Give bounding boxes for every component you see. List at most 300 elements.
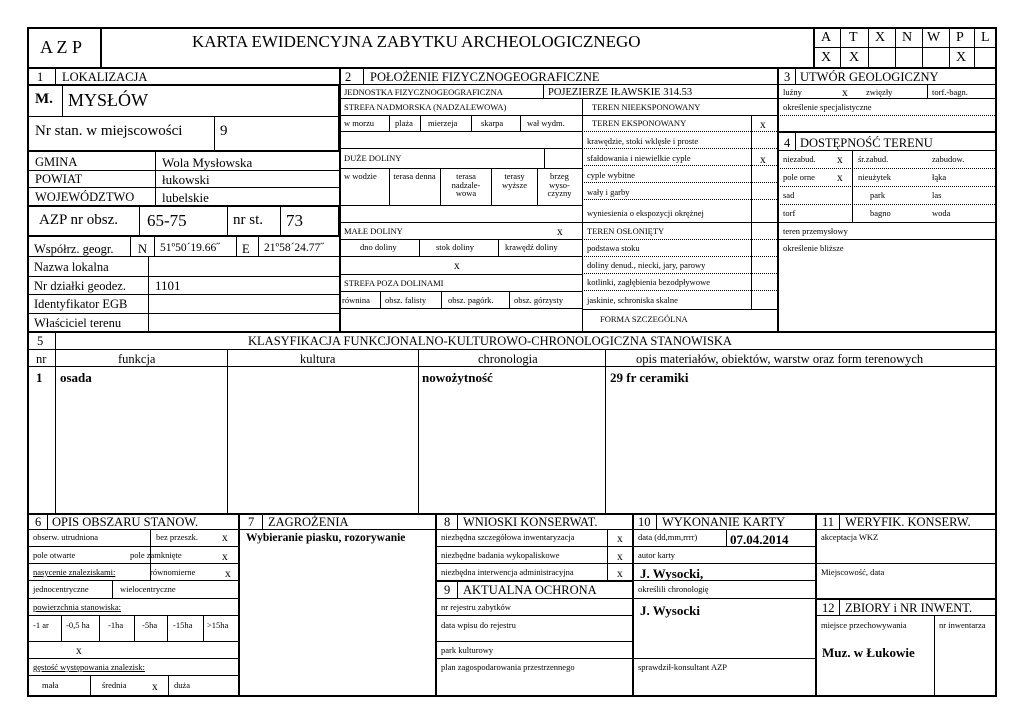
divider: [544, 148, 545, 168]
divider: [339, 148, 582, 149]
divider: [839, 513, 840, 529]
strefa-poza-label: STREFA POZA DOLINAMI: [344, 278, 444, 288]
table-cell-funkcja: osada: [60, 370, 92, 385]
divider: [258, 237, 259, 256]
divider: [27, 294, 339, 295]
divider: [751, 115, 752, 309]
coords-n-value: 51º50´19.66˝: [160, 242, 221, 254]
divider: [852, 150, 853, 222]
protection-item: data wpisu do rejestru: [441, 620, 516, 630]
divider: [777, 222, 997, 223]
divider: [214, 116, 215, 152]
divider: [27, 67, 997, 69]
inventory-nr-label: nr inwentarza: [939, 620, 986, 630]
divider: [47, 513, 48, 529]
divider: [435, 563, 632, 564]
divider: [895, 27, 896, 67]
bez-przeszk-mark: x: [222, 532, 228, 544]
divider: [656, 513, 657, 529]
divider: [815, 615, 997, 616]
protection-item: nr rejestru zabytków: [441, 602, 511, 612]
divider: [815, 598, 997, 600]
divider: [582, 309, 777, 310]
divider: [99, 615, 100, 641]
geology-mark: x: [842, 87, 848, 99]
divider: [168, 675, 169, 697]
divider: [27, 187, 339, 188]
duze-item: terasy wyższe: [501, 171, 527, 190]
table-header-funkcja: funkcja: [118, 352, 156, 366]
header-letter-l: L: [981, 30, 990, 45]
divider: [632, 513, 634, 697]
area-item: -5ha: [142, 620, 158, 630]
checked-by-label: sprawdził-konsultant AZP: [638, 662, 728, 672]
divider: [582, 199, 777, 200]
divider: [419, 239, 420, 256]
coords-e-label: E: [242, 242, 250, 256]
divider: [238, 513, 240, 697]
section-1-number: 1: [37, 70, 44, 84]
poza-item: równina: [342, 295, 370, 305]
strefa-nadmorska-label: STREFA NADMORSKA (NADZALEWOWA): [344, 102, 507, 112]
divider: [777, 150, 997, 151]
divider: [339, 308, 582, 309]
storage-place-label: miejsce przechowywania: [821, 620, 907, 630]
egb-label: Identyfikator EGB: [34, 297, 128, 311]
divider: [777, 131, 997, 133]
divider: [922, 27, 923, 67]
pole-zamkniete-label: pole zamknięte: [130, 550, 182, 560]
divider: [777, 98, 997, 99]
divider: [389, 168, 390, 205]
divider: [520, 115, 521, 131]
divider: [167, 615, 168, 641]
parcel-value: 1101: [155, 278, 181, 293]
poza-item: obsz. falisty: [385, 295, 427, 305]
local-name-label: Nazwa lokalna: [34, 260, 109, 274]
coords-e-value: 21º58´24.77˝: [264, 242, 325, 254]
eksp-item: cyple wybitne: [587, 170, 635, 180]
date-label: data (dd,mm,rrrr): [638, 532, 698, 542]
section-6-number: 6: [35, 515, 42, 529]
owner-label: Właściciel terenu: [34, 316, 122, 330]
divider: [27, 331, 997, 333]
divider: [632, 658, 815, 659]
divider: [420, 115, 421, 131]
section-2-number: 2: [345, 70, 352, 84]
jednostka-value: POJEZIERZE IŁAWSKIE 314.53: [548, 87, 693, 98]
teren-eksp-label: TEREN EKSPONOWANY: [592, 118, 687, 128]
nadmorska-item: skarpa: [481, 118, 504, 128]
divider: [380, 291, 381, 308]
conservation-item: niezbędna interwencja administracyjna: [441, 567, 574, 577]
rownomierne-label: równomierne: [150, 567, 196, 577]
section-4-title: DOSTĘPNOŚĆ TERENU: [800, 136, 933, 150]
section-4-number: 4: [784, 136, 791, 150]
divider: [582, 239, 777, 240]
divider: [440, 168, 441, 205]
eksp-item-mark: x: [760, 154, 766, 166]
header-letter-p: P: [956, 30, 964, 45]
rownomierne-mark: x: [225, 568, 231, 580]
access-item: bagno: [870, 208, 891, 218]
divider: [27, 170, 339, 171]
conservation-mark: x: [617, 533, 623, 545]
protection-item: park kulturowy: [441, 645, 494, 655]
divider: [457, 580, 458, 598]
density-mark: x: [152, 681, 158, 693]
divider: [339, 291, 582, 292]
header-mark-t: X: [849, 50, 860, 65]
divider: [435, 641, 632, 642]
table-cell-nr: 1: [36, 370, 43, 385]
poza-item: obsz. górzysty: [514, 295, 564, 305]
section-11-number: 11: [822, 515, 835, 529]
male-row-mark: x: [454, 260, 460, 272]
divider: [868, 27, 869, 67]
section-12-number: 12: [822, 601, 835, 615]
divider: [27, 563, 238, 564]
divider: [339, 239, 582, 240]
divider: [777, 204, 997, 205]
divider: [582, 98, 583, 331]
divider: [934, 615, 935, 697]
header-mark-p: X: [956, 50, 967, 65]
divider: [435, 546, 632, 547]
wojewodztwo-value: lubelskie: [162, 190, 209, 205]
nadmorska-item: w morzu: [344, 118, 374, 128]
divider: [726, 529, 727, 546]
area-item: -1ha: [108, 620, 124, 630]
divider: [27, 598, 238, 599]
divider: [582, 273, 777, 274]
oslon-item: jaskinie, schroniska skalne: [587, 295, 678, 305]
nadmorska-item: mierzeja: [428, 118, 458, 128]
divider: [27, 546, 238, 547]
divider: [155, 152, 156, 205]
geology-item: torf.-bagn.: [932, 87, 968, 97]
access-item: śr.zabud.: [858, 154, 889, 164]
divider: [839, 598, 840, 615]
divider: [227, 349, 228, 513]
section-6-title: OPIS OBSZARU STANOW.: [52, 515, 199, 529]
divider: [491, 168, 492, 205]
divider: [339, 131, 582, 132]
divider: [457, 513, 458, 529]
divider: [27, 276, 339, 277]
nadmorska-item: wał wydm.: [527, 118, 565, 128]
male-item: krawędź doliny: [505, 242, 558, 252]
divider: [148, 256, 149, 332]
divider: [262, 513, 263, 529]
gestosc-label: gęstość występowania znalezisk:: [33, 662, 145, 672]
divider: [55, 67, 56, 84]
section-8-title: WNIOSKI KONSERWAT.: [463, 515, 598, 529]
section-9-title: AKTUALNA OCHRONA: [463, 583, 597, 597]
closer-description-label: określenie bliższe: [783, 243, 844, 253]
area-item: -0,5 ha: [66, 620, 90, 630]
divider: [435, 658, 632, 659]
divider: [435, 615, 632, 616]
industrial-label: teren przemysłowy: [783, 226, 848, 236]
divider: [795, 67, 796, 84]
conservation-mark: x: [617, 568, 623, 580]
divider: [632, 598, 815, 599]
access-mark: x: [837, 154, 843, 166]
divider: [441, 291, 442, 308]
section-10-title: WYKONANIE KARTY: [662, 515, 786, 529]
nasycenie-label: nasycenie znaleziskami:: [33, 567, 116, 577]
area-mark: x: [76, 645, 82, 657]
divider: [130, 237, 131, 256]
table-header-opis: opis materiałów, obiektów, warstw oraz form terenowych: [636, 352, 924, 366]
area-item: -15ha: [173, 620, 193, 630]
divider: [927, 84, 928, 98]
locality-name: MYSŁÓW: [68, 90, 148, 110]
divider: [498, 239, 499, 256]
divider: [62, 84, 63, 116]
divider: [777, 67, 779, 332]
divider: [632, 563, 815, 564]
table-cell-opis: 29 fr ceramiki: [610, 370, 689, 385]
oslon-item: podstawa stoku: [587, 243, 640, 253]
divider: [55, 331, 56, 513]
divider: [27, 615, 238, 616]
coords-label: Współrz. geogr.: [34, 242, 114, 256]
access-item: niezabud.: [783, 154, 816, 164]
powiat-value: łukowski: [162, 172, 210, 187]
divider: [339, 256, 582, 257]
oslon-item: kotlinki, zagłębienia bezodpływowe: [587, 277, 710, 287]
m-label: M.: [35, 91, 53, 107]
duze-item: w wodzie: [344, 171, 377, 181]
divider: [112, 580, 113, 598]
divider: [27, 116, 339, 117]
divider: [777, 239, 997, 240]
divider: [795, 131, 796, 150]
poza-item: obsz. pagórk.: [448, 295, 494, 305]
section-9-number: 9: [444, 583, 451, 597]
male-doliny-mark: x: [557, 226, 563, 238]
azp-label: A Z P: [40, 37, 83, 57]
divider: [777, 186, 997, 187]
threats-value: Wybieranie piasku, rozorywanie: [246, 532, 406, 544]
access-item: sad: [783, 190, 795, 200]
teren-eksp-mark: x: [760, 119, 766, 131]
density-item: mała: [42, 680, 59, 690]
eksp-item: krawędzie, stoki wklęsłe i proste: [587, 136, 699, 146]
gmina-value: Wola Mysłowska: [162, 155, 253, 170]
divider: [974, 27, 975, 67]
conservation-item: niezbędne badania wykopaliskowe: [441, 550, 560, 560]
divider: [154, 237, 155, 256]
section-3-number: 3: [784, 70, 791, 84]
azp-area-label: AZP nr obsz.: [39, 212, 119, 228]
divider: [90, 675, 91, 697]
access-item: nieużytek: [858, 172, 892, 182]
divider: [27, 313, 339, 314]
section-2-title: POŁOŻENIE FIZYCZNOGEOGRAFICZNE: [370, 70, 600, 84]
pole-otwarte-label: pole otwarte: [33, 550, 76, 560]
eksp-item: wały i garby: [587, 187, 630, 197]
divider: [27, 658, 238, 659]
date-value: 07.04.2014: [730, 532, 789, 547]
jednostka-value-box: [543, 84, 777, 98]
access-item: pole orne: [783, 172, 815, 182]
section-5-title: KLASYFIKACJA FUNKCJONALNO-KULTUROWO-CHRONOLOGICZNA STANOWISKA: [248, 334, 732, 348]
area-item: -1 ar: [33, 620, 49, 630]
divider: [339, 205, 582, 206]
divider: [582, 165, 777, 166]
divider: [61, 615, 62, 641]
divider: [27, 349, 997, 350]
author-value: J. Wysocki,: [640, 566, 704, 581]
divider: [236, 237, 237, 256]
site-number-value: 9: [220, 123, 228, 139]
header-letter-a: A: [821, 30, 832, 45]
male-item: dno doliny: [360, 242, 397, 252]
divider: [605, 349, 606, 513]
header-mark-a: X: [821, 50, 832, 65]
divider: [607, 529, 608, 580]
header-letter-n: N: [902, 30, 913, 45]
nadmorska-item: plaża: [395, 118, 413, 128]
divider: [139, 205, 140, 237]
divider: [100, 27, 102, 67]
density-item: średnia: [102, 680, 127, 690]
storage-place-value: Muz. w Łukowie: [822, 645, 915, 660]
wkz-acceptance-label: akceptacja WKZ: [821, 532, 879, 542]
section-5-number: 5: [37, 334, 44, 348]
conservation-item: niezbędna szczegółowa inwentaryzacja: [441, 532, 575, 542]
section-12-title: ZBIORY i NR INWENT.: [845, 601, 973, 615]
access-item: park: [870, 190, 886, 200]
divider: [203, 615, 204, 641]
card-title: KARTA EWIDENCYJNA ZABYTKU ARCHEOLOGICZNEGO: [192, 32, 641, 51]
eksp-item: wyniesienia o ekspozycji okrężnej: [587, 208, 704, 218]
duze-item: terasa nadzale-wowa: [451, 171, 481, 198]
site-nr-label: nr st.: [233, 212, 263, 228]
divider: [435, 598, 632, 599]
geology-item: zwięzły: [866, 87, 893, 97]
divider: [582, 290, 777, 291]
divider: [777, 168, 997, 169]
divider: [471, 115, 472, 131]
pole-mark: x: [222, 551, 228, 563]
access-mark: x: [837, 172, 843, 184]
access-item: łąka: [932, 172, 947, 182]
table-header-nr: nr: [36, 352, 47, 366]
access-item: torf: [783, 208, 796, 218]
divider: [280, 205, 281, 237]
divider: [27, 256, 339, 257]
section-10-number: 10: [638, 515, 651, 529]
table-header-kultura: kultura: [300, 352, 336, 366]
divider: [582, 222, 777, 223]
gmina-label: GMINA: [35, 155, 78, 169]
teren-nieeksp-label: TEREN NIEEKSPONOWANY: [592, 102, 701, 112]
duze-item: brzeg wyso-czyzny: [547, 171, 572, 198]
section-7-number: 7: [248, 515, 255, 529]
duze-doliny-label: DUŻE DOLINY: [344, 153, 402, 163]
divider: [27, 366, 997, 367]
divider: [949, 27, 950, 67]
divider: [418, 349, 419, 513]
divider: [339, 222, 582, 223]
male-item: stok doliny: [436, 242, 475, 252]
divider: [435, 580, 632, 582]
bez-przeszk-label: bez przeszk.: [156, 532, 199, 542]
divider: [537, 168, 538, 205]
wojewodztwo-label: WOJEWÓDZTWO: [35, 190, 135, 204]
divider: [435, 513, 437, 697]
chronology-by-value: J. Wysocki: [640, 603, 700, 618]
header-letter-t: T: [849, 30, 858, 45]
obserw-label: obserw. utrudniona: [33, 532, 99, 542]
divider: [509, 291, 510, 308]
section-11-title: WERYFIK. KONSERW.: [845, 515, 971, 529]
access-item: zabudow.: [932, 154, 965, 164]
azp-area-value: 65-75: [147, 211, 187, 230]
header-letter-w: W: [927, 30, 941, 45]
eksp-item: sfałdowania i niewielkie cyple: [587, 153, 691, 163]
divider: [27, 529, 997, 530]
coords-n-label: N: [138, 242, 148, 256]
divider: [339, 168, 582, 169]
parcel-label: Nr działki geodez.: [34, 279, 126, 293]
access-item: woda: [932, 208, 951, 218]
powierzchnia-label: powierzchnia stanowiska:: [33, 602, 122, 612]
wielocentryczne-label: wielocentryczne: [120, 584, 176, 594]
forma-szczegolna-label: FORMA SZCZEGÓLNA: [600, 314, 688, 324]
area-item: >15ha: [207, 620, 229, 630]
divider: [582, 148, 777, 149]
conservation-mark: x: [617, 551, 623, 563]
section-1-title: LOKALIZACJA: [62, 70, 148, 84]
jednostka-label: JEDNOSTKA FIZYCZNOGEOGRAFICZNA: [344, 87, 503, 97]
male-doliny-label: MAŁE DOLINY: [344, 226, 403, 236]
divider: [27, 580, 238, 581]
geology-item: luźny: [783, 87, 802, 97]
divider: [363, 67, 364, 84]
divider: [27, 675, 238, 676]
chronology-by-label: określili chronologię: [638, 584, 709, 594]
divider: [840, 27, 841, 67]
duze-item: terasa denna: [393, 171, 436, 181]
divider: [582, 182, 777, 183]
divider: [227, 205, 228, 237]
site-nr-value: 73: [286, 211, 303, 230]
divider: [582, 131, 777, 132]
table-header-chronologia: chronologia: [478, 352, 538, 366]
divider: [389, 115, 390, 131]
place-date-label: Miejscowość, data: [821, 567, 885, 577]
divider: [777, 115, 997, 116]
divider: [339, 274, 582, 275]
jednocentryczne-label: jednocentryczne: [33, 584, 89, 594]
access-item: las: [932, 190, 942, 200]
teren-oslon-label: TEREN OSŁONIĘTY: [587, 226, 665, 236]
divider: [134, 615, 135, 641]
section-8-number: 8: [444, 515, 451, 529]
divider: [815, 563, 997, 564]
density-item: duża: [174, 680, 191, 690]
protection-item: plan zagospodarowania przestrzennego: [441, 662, 575, 672]
site-number-label: Nr stan. w miejscowości: [35, 123, 183, 139]
divider: [27, 641, 238, 642]
section-7-title: ZAGROŻENIA: [268, 515, 349, 529]
oslon-item: doliny denud., niecki, jary, parowy: [587, 260, 706, 270]
